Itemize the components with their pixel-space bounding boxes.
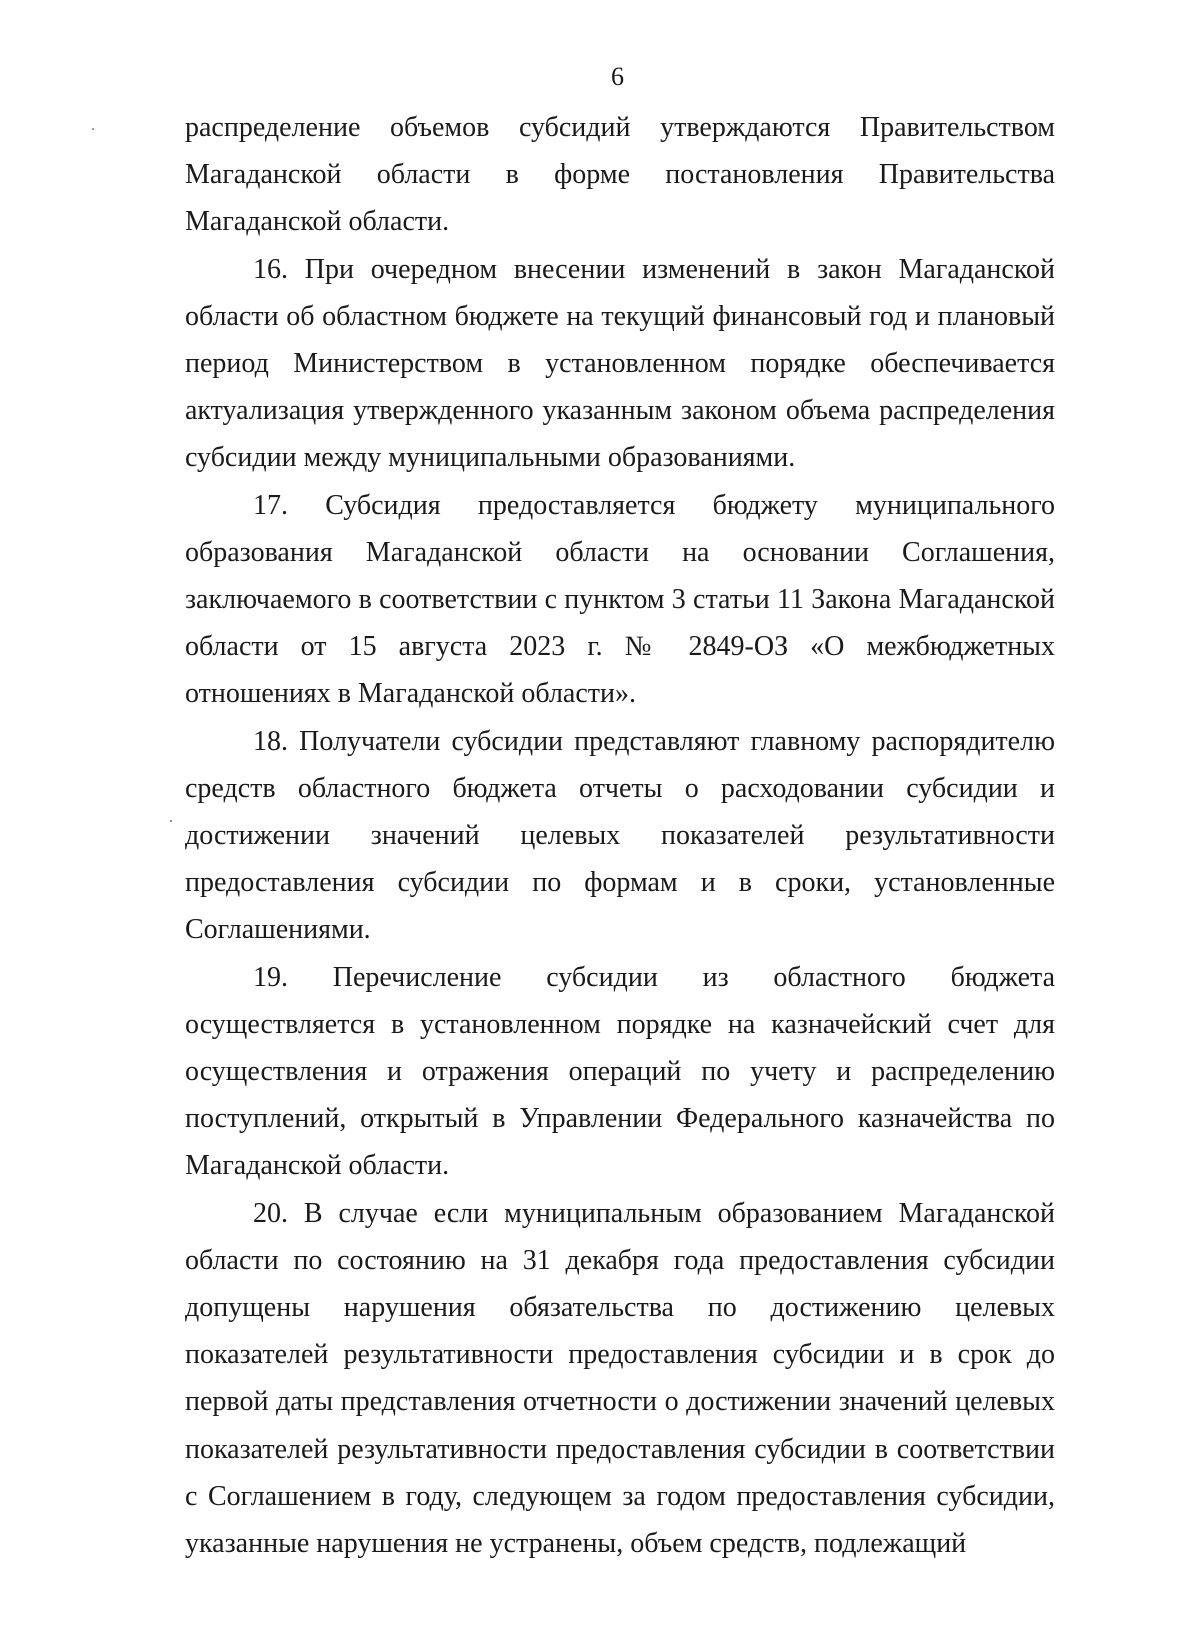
- paragraph-19: 19. Перечисление субсидии из областного бюджета осуществляется в установленном порядке на казначейский счет для осуществления и отражения операций по учету и распределению поступлений, открытый в Управлении Федерального казначейства по Магаданской области.: [185, 961, 1055, 1182]
- paragraph-18: 18. Получатели субсидии представляют главному распорядителю средств областного бюджета отчеты о расходовании субсидии и достижении значений целевых показателей результативности предоставления субсидии по формам и в сроки, установленные Соглашениями.: [185, 725, 1055, 946]
- paragraph-17: 17. Субсидия предоставляется бюджету муниципального образования Магаданской области на основании Соглашения, заключаемого в соответствии с пунктом 3 статьи 11 Закона Магаданской области от 15 августа 2023 г. № 2849-ОЗ «О межбюджетных отношениях в Магаданской области».: [185, 489, 1055, 710]
- scan-speck: [170, 820, 172, 822]
- scan-speck: [92, 128, 94, 130]
- paragraph-20: 20. В случае если муниципальным образованием Магаданской области по состоянию на 31 декабря года предоставления субсидии допущены нарушения обязательства по достижению целевых показателей результативности предоставления субсидии и в срок до первой даты представления отчетности о достижении значений целевых показателей результативности предоставления субсидии в соответствии с Соглашением в году, следующем за годом предоставления субсидии, указанные нарушения не устранены, объем средств, подлежащий: [185, 1197, 1055, 1560]
- document-body: [185, 104, 1055, 1567]
- paragraph-16: 16. При очередном внесении изменений в закон Магаданской области об областном бюджете на текущий финансовый год и плановый период Министерством в установленном порядке обеспечивается актуализация утвержденного указанным законом объема распределения субсидии между муниципальными образованиями.: [185, 253, 1055, 474]
- paragraph-continuation: распределение объемов субсидий утверждаются Правительством Магаданской области в форме постановления Правительства Магаданской области.: [185, 112, 1055, 238]
- page-number: 6: [611, 62, 624, 91]
